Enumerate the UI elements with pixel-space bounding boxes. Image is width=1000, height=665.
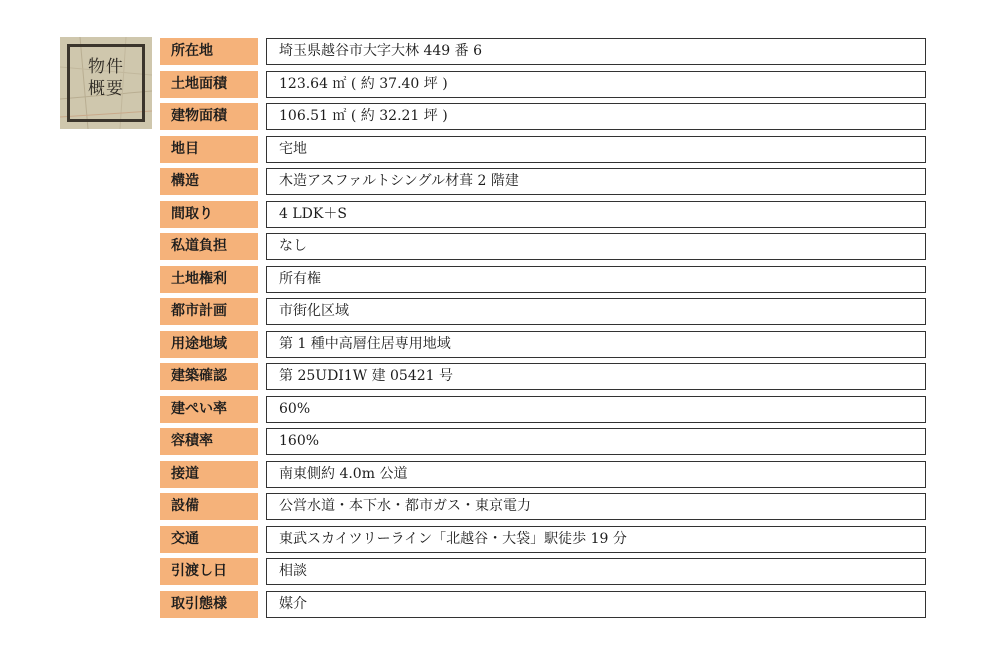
label-building-coverage: 建ぺい率 [160, 396, 258, 423]
row-building-coverage [160, 396, 926, 423]
label-floor-plan: 間取り [160, 201, 258, 228]
label-transportation: 交通 [160, 526, 258, 553]
row-building-area [160, 103, 926, 130]
value-road-access: 南東側約 4.0m 公道 [266, 461, 926, 488]
value-private-road: なし [266, 233, 926, 260]
value-handover-date: 相談 [266, 558, 926, 585]
label-structure: 構造 [160, 168, 258, 195]
value-city-planning: 市街化区域 [266, 298, 926, 325]
row-building-confirmation [160, 363, 926, 390]
value-structure: 木造アスファルトシングル材葺 2 階建 [266, 168, 926, 195]
value-land-category: 宅地 [266, 136, 926, 163]
label-handover-date: 引渡し日 [160, 558, 258, 585]
value-facilities: 公営水道・本下水・都市ガス・東京電力 [266, 493, 926, 520]
label-building-area: 建物面積 [160, 103, 258, 130]
row-land-category [160, 136, 926, 163]
value-land-area: 123.64 ㎡ ( 約 37.40 坪 ) [266, 71, 926, 98]
value-transaction-type: 媒介 [266, 591, 926, 618]
property-spec-table [160, 38, 926, 623]
row-transaction-type [160, 591, 926, 618]
row-road-access [160, 461, 926, 488]
row-handover-date [160, 558, 926, 585]
label-facilities: 設備 [160, 493, 258, 520]
row-location [160, 38, 926, 65]
value-building-confirmation: 第 25UDI1W 建 05421 号 [266, 363, 926, 390]
value-building-area: 106.51 ㎡ ( 約 32.21 坪 ) [266, 103, 926, 130]
label-land-category: 地目 [160, 136, 258, 163]
badge-line-2: 概要 [88, 79, 124, 99]
row-transportation [160, 526, 926, 553]
badge-line-1: 物件 [88, 57, 124, 77]
row-floor-plan [160, 201, 926, 228]
label-transaction-type: 取引態様 [160, 591, 258, 618]
label-building-confirmation: 建築確認 [160, 363, 258, 390]
value-transportation: 東武スカイツリーライン「北越谷・大袋」駅徒歩 19 分 [266, 526, 926, 553]
property-overview-badge [60, 37, 152, 129]
badge-title [60, 56, 152, 100]
label-land-area: 土地面積 [160, 71, 258, 98]
row-zoning [160, 331, 926, 358]
row-city-planning [160, 298, 926, 325]
label-location: 所在地 [160, 38, 258, 65]
label-road-access: 接道 [160, 461, 258, 488]
row-land-area [160, 71, 926, 98]
row-floor-area-ratio [160, 428, 926, 455]
row-land-rights [160, 266, 926, 293]
value-building-coverage: 60% [266, 396, 926, 423]
row-facilities [160, 493, 926, 520]
label-zoning: 用途地域 [160, 331, 258, 358]
value-floor-area-ratio: 160% [266, 428, 926, 455]
label-land-rights: 土地権利 [160, 266, 258, 293]
value-location: 埼玉県越谷市大字大林 449 番 6 [266, 38, 926, 65]
label-floor-area-ratio: 容積率 [160, 428, 258, 455]
value-floor-plan: 4 LDK＋S [266, 201, 926, 228]
value-land-rights: 所有権 [266, 266, 926, 293]
row-private-road [160, 233, 926, 260]
value-zoning: 第 1 種中高層住居専用地域 [266, 331, 926, 358]
row-structure [160, 168, 926, 195]
label-private-road: 私道負担 [160, 233, 258, 260]
label-city-planning: 都市計画 [160, 298, 258, 325]
